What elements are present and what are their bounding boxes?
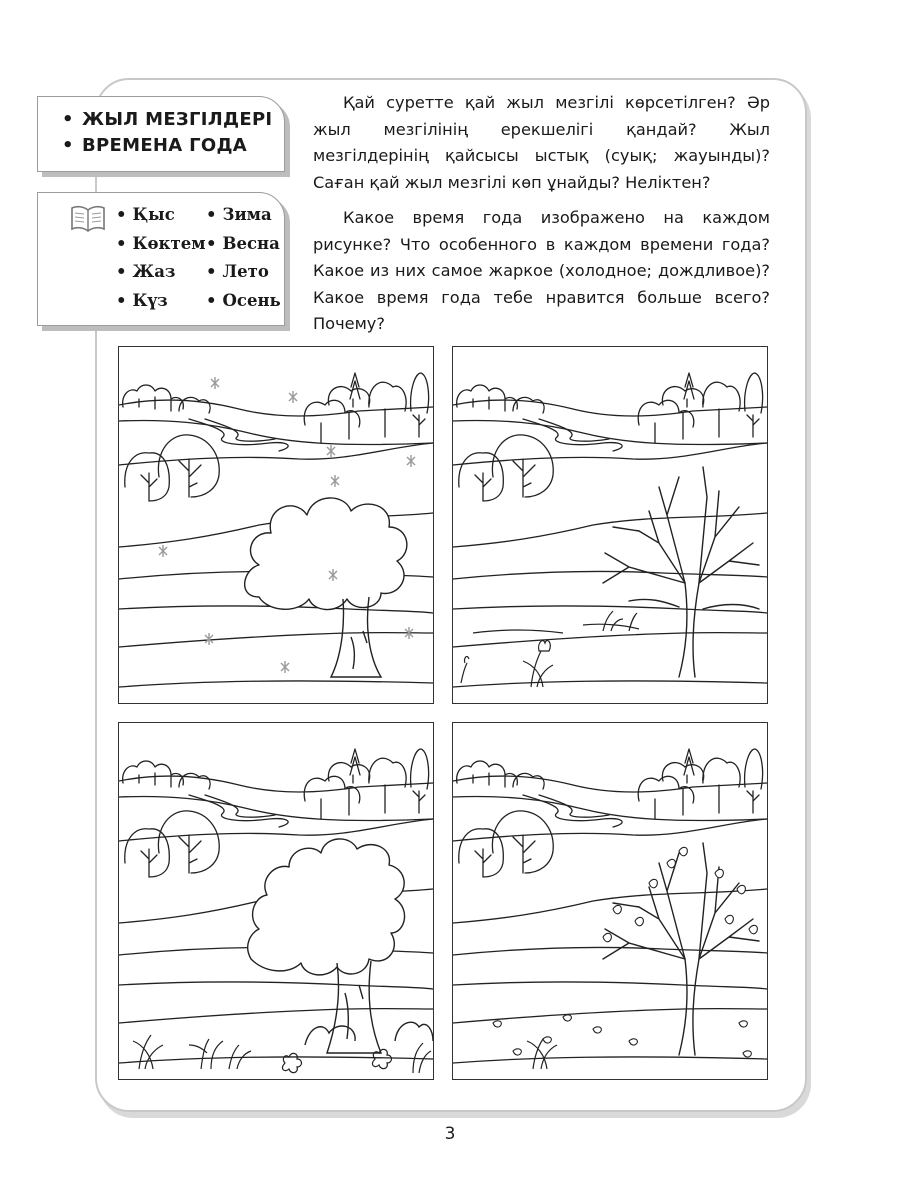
picture-winter — [118, 346, 434, 704]
vocab-item: • Зима — [206, 205, 272, 224]
picture-summer — [118, 722, 434, 1080]
page-number: 3 — [444, 1124, 456, 1144]
picture-spring — [452, 346, 768, 704]
vocab-item: • Лето — [206, 262, 269, 281]
vocabulary-kazakh-list — [116, 201, 206, 315]
vocab-item: • Көктем — [116, 233, 206, 253]
open-book-icon — [70, 205, 106, 233]
summer-landscape-icon — [119, 723, 433, 1079]
topic-title-russian: • ВРЕМЕНА ГОДА — [62, 135, 248, 156]
vocab-item: • Күз — [116, 290, 168, 310]
vocabulary-tab — [37, 192, 285, 326]
vocab-item: • Осень — [206, 290, 281, 310]
spring-landscape-icon — [453, 347, 767, 703]
vocabulary-russian-list — [206, 201, 281, 315]
questions — [313, 90, 770, 338]
vocab-item: • Қыс — [116, 205, 175, 224]
winter-landscape-icon — [119, 347, 433, 703]
picture-autumn — [452, 722, 768, 1080]
vocab-item: • Весна — [206, 233, 280, 253]
topic-title-kazakh: • ЖЫЛ МЕЗГІЛДЕРІ — [62, 109, 273, 130]
questions-kazakh: Қай суретте қай жыл мезгілі көрсетілген? Әр жыл мезгілінің ерекшелігі қандай? Жыл мезгілдерінің қайсысы ыстық (суық; жауынды)? Саған қай жыл мезгілі көп ұнайды? Неліктен? — [313, 93, 770, 192]
autumn-landscape-icon — [453, 723, 767, 1079]
questions-russian: Какое время года изображено на каждом рисунке? Что особенного в каждом времени года? Какое из них самое жаркое (холодное; дождливое)? Какое время года тебе нравится больше всего? Почему? — [313, 208, 770, 333]
vocab-item: • Жаз — [116, 262, 176, 281]
topic-tab — [37, 96, 285, 172]
